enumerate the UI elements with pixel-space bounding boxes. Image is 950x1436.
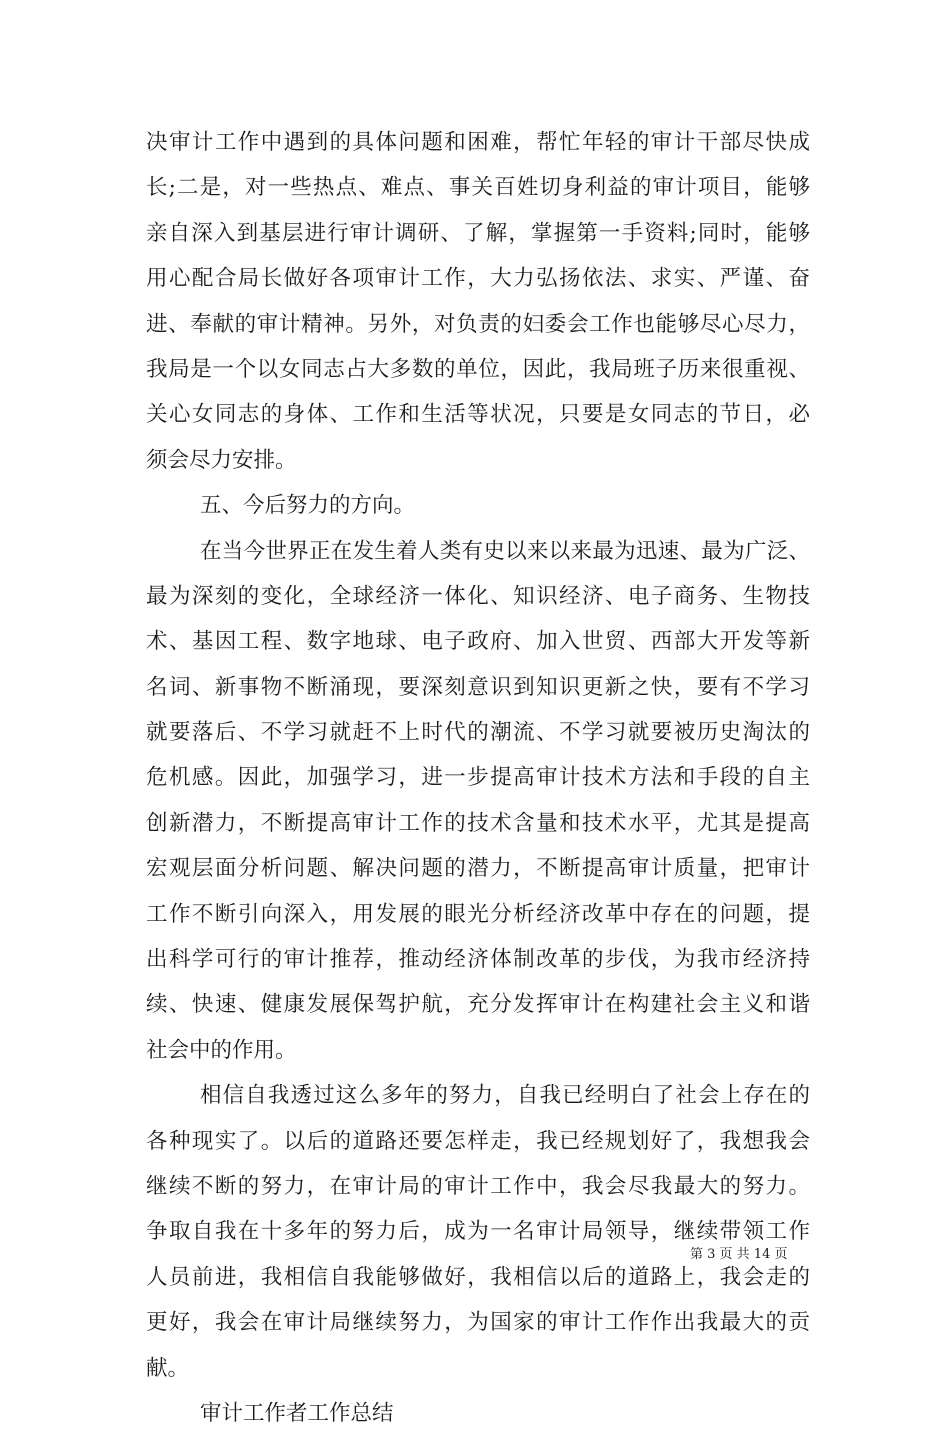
document-body	[146, 120, 810, 1436]
text-line: 就要落后、不学习就赶不上时代的潮流、不学习就要被历史淘汰的	[146, 720, 810, 746]
text-line: 进、奉献的审计精神。另外，对负责的妇委会工作也能够尽心尽力，	[146, 311, 810, 337]
text-line: 人员前进，我相信自我能够做好，我相信以后的道路上，我会走的	[146, 1264, 810, 1290]
text-line: 相信自我透过这么多年的努力，自我已经明白了社会上存在的	[200, 1083, 810, 1109]
text-line: 工作不断引向深入，用发展的眼光分析经济改革中存在的问题，提	[146, 901, 810, 927]
text-line: 五、今后努力的方向。	[200, 493, 416, 519]
text-line: 须会尽力安排。	[146, 447, 297, 473]
text-line: 宏观层面分析问题、解决问题的潜力，不断提高审计质量，把审计	[146, 856, 810, 882]
text-line: 最为深刻的变化，全球经济一体化、知识经济、电子商务、生物技	[146, 583, 810, 609]
text-line: 名词、新事物不断涌现，要深刻意识到知识更新之快，要有不学习	[146, 674, 810, 700]
text-line: 续、快速、健康发展保驾护航，充分发挥审计在构建社会主义和谐	[146, 992, 810, 1018]
text-line: 我局是一个以女同志占大多数的单位，因此，我局班子历来很重视、	[146, 356, 810, 382]
text-line: 决审计工作中遇到的具体问题和困难，帮忙年轻的审计干部尽快成	[146, 130, 810, 155]
text-line: 长;二是，对一些热点、难点、事关百姓切身利益的审计项目，能够	[146, 175, 810, 201]
text-line: 用心配合局长做好各项审计工作，大力弘扬依法、求实、严谨、奋	[146, 266, 810, 292]
text-line: 献。	[146, 1355, 190, 1381]
text-line: 争取自我在十多年的努力后，成为一名审计局领导，继续带领工作	[146, 1219, 810, 1245]
text-line: 在当今世界正在发生着人类有史以来以来最为迅速、最为广泛、	[200, 538, 810, 564]
text-line: 亲自深入到基层进行审计调研、了解，掌握第一手资料;同时，能够	[146, 220, 810, 246]
text-line: 术、基因工程、数字地球、电子政府、加入世贸、西部大开发等新	[146, 629, 810, 655]
text-line: 关心女同志的身体、工作和生活等状况，只要是女同志的节日，必	[146, 402, 810, 428]
text-line: 社会中的作用。	[146, 1037, 297, 1063]
text-line: 更好，我会在审计局继续努力，为国家的审计工作作出我最大的贡	[146, 1310, 810, 1336]
text-line: 创新潜力，不断提高审计工作的技术含量和技术水平，尤其是提高	[146, 810, 810, 836]
page-number-footer: 第 3 页 共 14 页	[690, 1247, 788, 1262]
text-line: 继续不断的努力，在审计局的审计工作中，我会尽我最大的努力。	[146, 1173, 810, 1199]
text-line: 各种现实了。以后的道路还要怎样走，我已经规划好了，我想我会	[146, 1128, 810, 1154]
text-line: 出科学可行的审计推荐，推动经济体制改革的步伐，为我市经济持	[146, 947, 810, 973]
text-line: 危机感。因此，加强学习，进一步提高审计技术方法和手段的自主	[146, 765, 810, 791]
text-line: 审计工作者工作总结	[200, 1400, 394, 1426]
